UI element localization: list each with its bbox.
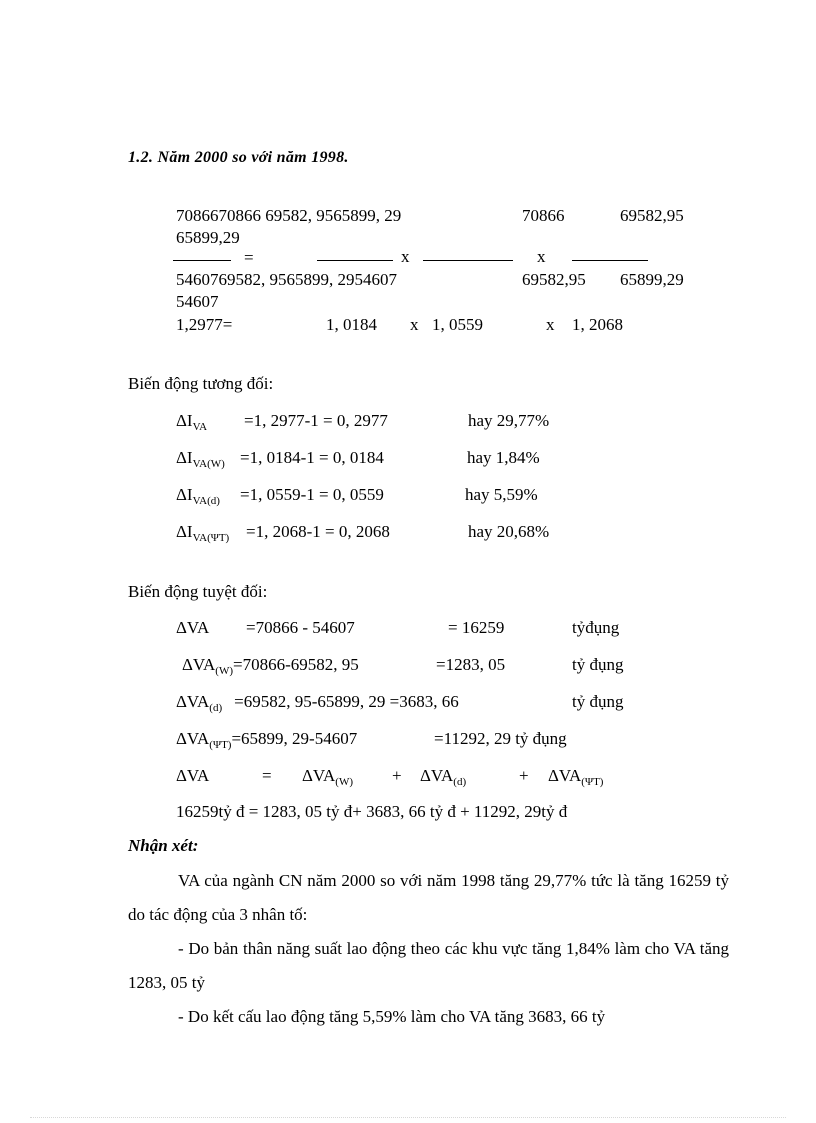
abs-unit: tỷ đụng — [572, 692, 624, 711]
subscript: VA(ΨT) — [192, 532, 230, 544]
sum-term — [302, 766, 353, 786]
page-bottom-divider — [30, 1117, 786, 1118]
sum-plus-1: + — [392, 766, 402, 785]
eq-line2: 65899,29 — [176, 228, 240, 247]
eq-sign: = — [244, 248, 254, 267]
sum-term — [548, 766, 603, 786]
remark-paragraph-2: - Do bản thân năng suất lao động theo các khu vực tăng 1,84% làm cho VA tăng 1283, 05 tỷ — [128, 939, 729, 992]
eq-line5: 54607 — [176, 292, 219, 311]
fraction-rule-1 — [173, 260, 231, 261]
delta-symbol: ΔI — [176, 411, 193, 430]
subscript: (d) — [453, 776, 467, 788]
eq-line1-c: 69582,95 — [620, 206, 684, 225]
eq-result-x1: x — [410, 315, 419, 334]
fraction-rule-4 — [572, 260, 648, 261]
eq-line4-a: 5460769582, 9565899, 2954607 — [176, 270, 397, 289]
section-heading: 1.2. Năm 2000 so với năm 1998. — [128, 149, 349, 166]
subscript: (ΨT) — [581, 776, 604, 788]
fraction-rule-3 — [423, 260, 513, 261]
abs-unit: tỷđụng — [572, 618, 620, 637]
eq-line1-b: 70866 — [522, 206, 565, 225]
abs-lhs: ΔVA — [182, 655, 216, 674]
abs-val: =11292, 29 tỷ đụng — [434, 729, 567, 748]
subscript: (W) — [215, 665, 234, 677]
sum-lhs: ΔVA — [176, 766, 210, 785]
sum-term-1: ΔVA — [302, 766, 336, 785]
subscript: VA(d) — [192, 495, 220, 507]
subscript: (d) — [209, 702, 223, 714]
abs-expr: =70866 - 54607 — [246, 618, 355, 637]
delta-symbol: ΔI — [176, 485, 193, 504]
abs-val: = 16259 — [448, 618, 505, 637]
eq-line4-c: 65899,29 — [620, 270, 684, 289]
relative-row — [176, 411, 207, 431]
relative-expr: =1, 0559-1 = 0, 0559 — [240, 485, 384, 504]
eq-result-x2: x — [546, 315, 555, 334]
fraction-rule-2 — [317, 260, 393, 261]
sum-term-3: ΔVA — [548, 766, 582, 785]
relative-row — [176, 485, 220, 505]
abs-expr: =69582, 95-65899, 29 =3683, 66 — [234, 692, 459, 711]
relative-hay: hay 5,59% — [465, 485, 538, 504]
abs-lhs: ΔVA — [176, 729, 210, 748]
relative-expr: =1, 2068-1 = 0, 2068 — [246, 522, 390, 541]
subscript: (W) — [335, 776, 354, 788]
abs-expr: =65899, 29-54607 — [231, 729, 358, 748]
absolute-title: Biến động tuyệt đối: — [128, 582, 268, 601]
abs-val: =1283, 05 — [436, 655, 506, 674]
eq-result-b: 1, 0184 — [326, 315, 377, 334]
abs-row — [182, 655, 359, 675]
sum-eq: = — [262, 766, 272, 785]
eq-line4-b: 69582,95 — [522, 270, 586, 289]
remark-paragraph-3: - Do kết cấu lao động tăng 5,59% làm cho VA tăng 3683, 66 tỷ — [178, 1007, 606, 1026]
abs-expr: =70866-69582, 95 — [233, 655, 359, 674]
relative-expr: =1, 2977-1 = 0, 2977 — [244, 411, 388, 430]
relative-row — [176, 522, 229, 542]
abs-unit: tỷ đụng — [572, 655, 624, 674]
relative-hay: hay 20,68% — [468, 522, 550, 541]
relative-hay: hay 1,84% — [467, 448, 540, 467]
delta-symbol: ΔI — [176, 522, 193, 541]
eq-times-1: x — [401, 247, 410, 266]
sum-term-2: ΔVA — [420, 766, 454, 785]
remarks-title: Nhận xét: — [128, 836, 199, 855]
abs-lhs: ΔVA — [176, 618, 210, 637]
relative-expr: =1, 0184-1 = 0, 0184 — [240, 448, 384, 467]
abs-lhs: ΔVA — [176, 692, 210, 711]
subscript: VA(W) — [192, 458, 225, 470]
eq-line1-a: 7086670866 69582, 9565899, 29 — [176, 206, 402, 225]
eq-result-d: 1, 2068 — [572, 315, 623, 334]
subscript: (ΨT) — [209, 739, 232, 751]
relative-hay: hay 29,77% — [468, 411, 550, 430]
sum-plus-2: + — [519, 766, 529, 785]
subscript: VA — [192, 421, 208, 433]
abs-row — [176, 729, 357, 749]
delta-symbol: ΔI — [176, 448, 193, 467]
sum-term — [420, 766, 466, 786]
remark-paragraph-1: VA của ngành CN năm 2000 so với năm 1998 tăng 29,77% tức là tăng 16259 tỷ do tác động của 3 nhân tố: — [128, 871, 729, 924]
relative-row — [176, 448, 225, 468]
eq-times-2: x — [537, 247, 546, 266]
total-line: 16259tỷ đ = 1283, 05 tỷ đ+ 3683, 66 tỷ đ + 11292, 29tỷ đ — [176, 802, 568, 821]
relative-title: Biến động tương đối: — [128, 374, 274, 393]
abs-row — [176, 692, 459, 712]
eq-result-c: 1, 0559 — [432, 315, 483, 334]
eq-result-a: 1,2977= — [176, 315, 233, 334]
